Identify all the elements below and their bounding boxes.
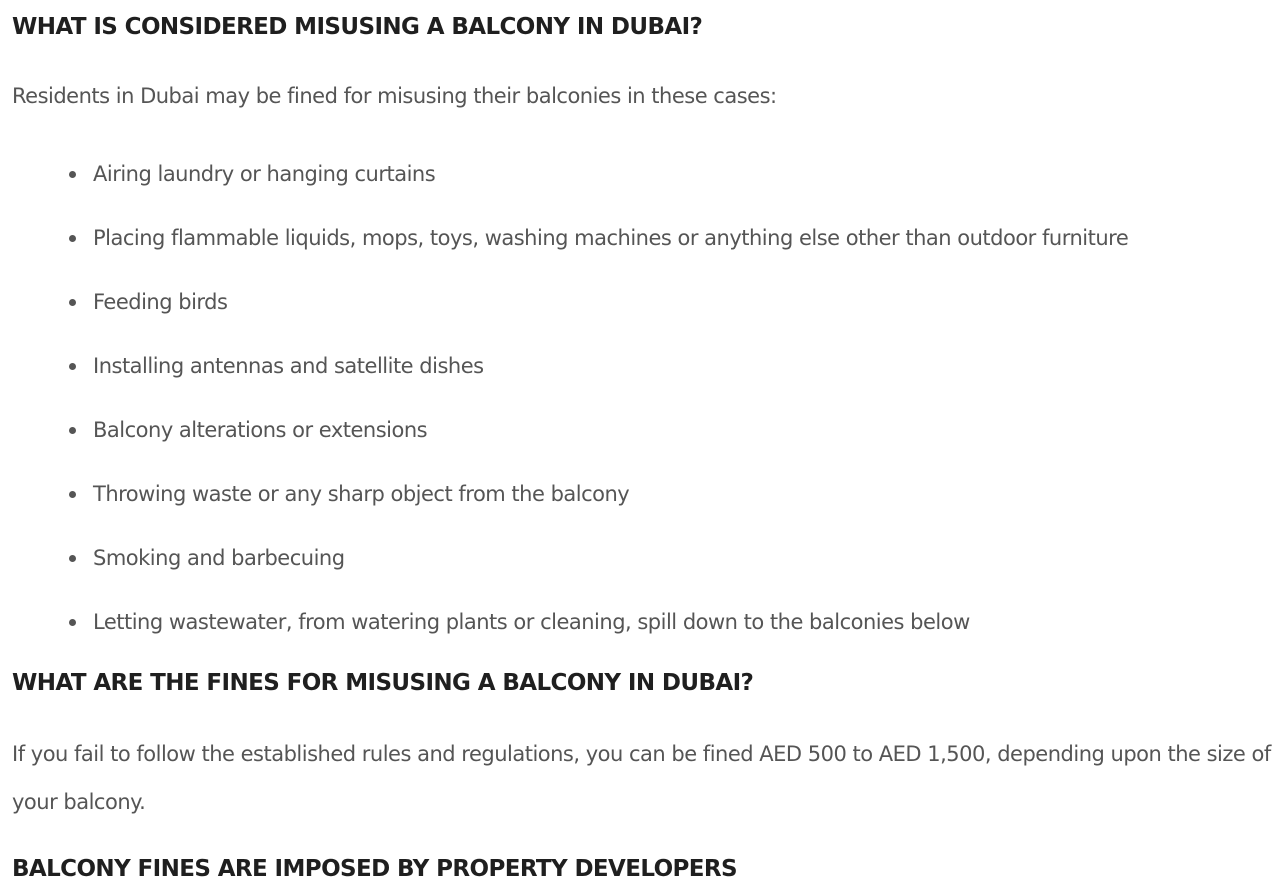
list-item-text: Throwing waste or any sharp object from the balcony: [93, 482, 630, 506]
developers-heading: BALCONY FINES ARE IMPOSED BY PROPERTY DEVELOPERS: [12, 856, 737, 882]
bullet-icon: [69, 619, 76, 626]
list-item: [12, 414, 1128, 478]
list-item-text: Smoking and barbecuing: [93, 546, 345, 570]
list-item-text: Balcony alterations or extensions: [93, 418, 428, 442]
bullet-icon: [69, 363, 76, 370]
misuse-list: [12, 158, 1128, 670]
list-item-text: Installing antennas and satellite dishes: [93, 354, 484, 378]
list-item: [12, 350, 1128, 414]
list-item-text: Letting wastewater, from watering plants or cleaning, spill down to the balconies below: [93, 610, 970, 634]
list-item: [12, 222, 1128, 286]
misuse-heading: WHAT IS CONSIDERED MISUSING A BALCONY IN DUBAI?: [12, 14, 703, 40]
bullet-icon: [69, 427, 76, 434]
fines-heading: WHAT ARE THE FINES FOR MISUSING A BALCONY IN DUBAI?: [12, 670, 754, 696]
fines-paragraph: If you fail to follow the established rules and regulations, you can be fined AED 500 to AED 1,500, depending upon the size of your balcony.: [12, 742, 1271, 814]
bullet-icon: [69, 555, 76, 562]
bullet-icon: [69, 491, 76, 498]
bullet-icon: [69, 171, 76, 178]
bullet-icon: [69, 299, 76, 306]
list-item: [12, 478, 1128, 542]
list-item: [12, 286, 1128, 350]
list-item: [12, 542, 1128, 606]
misuse-intro: Residents in Dubai may be fined for misusing their balconies in these cases:: [12, 84, 777, 108]
list-item: [12, 606, 1128, 670]
list-item-text: Feeding birds: [93, 290, 228, 314]
list-item: [12, 158, 1128, 222]
list-item-text: Airing laundry or hanging curtains: [93, 162, 436, 186]
bullet-icon: [69, 235, 76, 242]
list-item-text: Placing flammable liquids, mops, toys, washing machines or anything else other than outdoor furniture: [93, 226, 1129, 250]
